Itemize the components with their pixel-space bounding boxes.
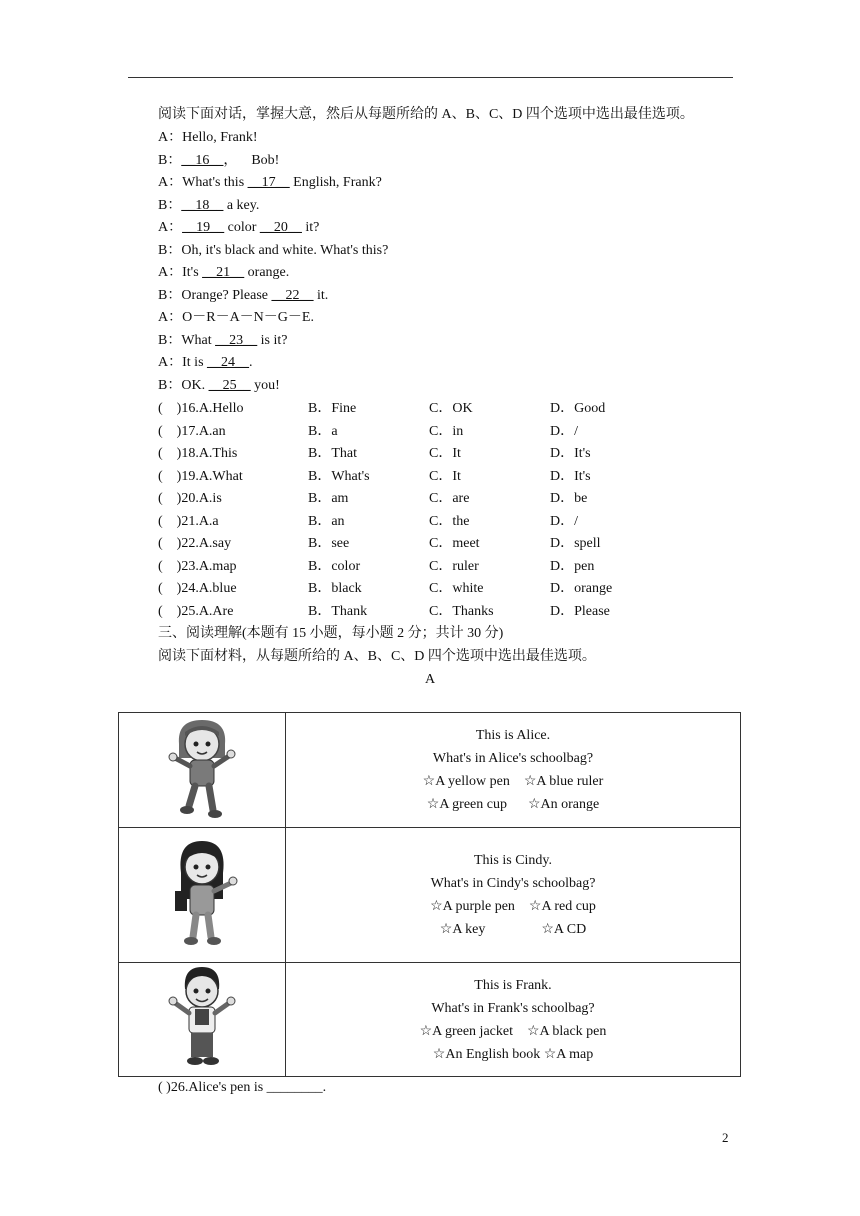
table-row-frank: [119, 963, 741, 1077]
table-line: ☆A yellow pen ☆A blue ruler: [422, 774, 604, 789]
speaker-label: B：: [158, 332, 182, 348]
option-b: B．That: [308, 446, 357, 461]
option-b: B．an: [308, 513, 345, 529]
speaker-label: B：: [158, 197, 182, 213]
table-row-alice: [119, 713, 741, 828]
option-d: D．It's: [550, 446, 591, 461]
option-a: ( )25.A.Are: [158, 603, 234, 619]
blank: __25__: [208, 377, 251, 393]
table-line: ☆A key ☆A CD: [439, 922, 587, 937]
blank: __17__: [247, 175, 290, 190]
question-26: ( )26.Alice's pen is ________.: [158, 1080, 327, 1095]
option-c: C．Thanks: [429, 603, 494, 619]
option-d: D．orange: [550, 581, 613, 596]
table-line: ☆A purple pen ☆A red cup: [430, 899, 596, 914]
speaker-label: A：: [158, 265, 183, 280]
cindy-illustration-cell: [119, 828, 286, 963]
option-a: ( )18.A.This: [158, 446, 238, 461]
table-row-cindy: [119, 828, 741, 963]
table-line: What's in Alice's schoolbag?: [432, 751, 594, 766]
option-c: C．white: [429, 581, 484, 596]
speaker-label: A：: [158, 220, 183, 235]
option-a: ( )20.A.is: [158, 491, 222, 506]
dialogue-line: [158, 195, 259, 217]
table-line: This is Alice.: [475, 728, 551, 743]
schoolbag-table: [118, 712, 741, 1077]
boy-illustration: [157, 963, 247, 1071]
table-line: ☆A green cup ☆An orange: [426, 797, 600, 812]
table-line: ☆A green jacket ☆A black pen: [419, 1023, 607, 1039]
option-d: D．Please: [550, 603, 610, 619]
option-b: B．see: [308, 536, 350, 551]
option-a: ( )21.A.a: [158, 513, 219, 529]
option-a: ( )24.A.blue: [158, 581, 237, 596]
option-a: ( )17.A.an: [158, 423, 226, 439]
option-c: C．ruler: [429, 558, 479, 574]
dialogue-line: [158, 307, 314, 329]
table-line: What's in Frank's schoolbag?: [431, 1000, 595, 1016]
table-line: What's in Cindy's schoolbag?: [430, 876, 596, 891]
option-c: C．OK: [429, 401, 473, 416]
dialogue-text: OK.: [181, 377, 209, 393]
dialogue-text: it?: [301, 220, 320, 235]
dialogue-text: a key.: [223, 197, 260, 213]
dialogue-instruction: 阅读下面对话，掌握大意，然后从每题所给的 A、B、C、D 四个选项中选出最佳选项。: [158, 107, 694, 122]
dialogue-text: It is: [182, 355, 208, 370]
speaker-label: B：: [158, 287, 182, 303]
header-rule: [128, 77, 733, 78]
dialogue-text: What's this: [182, 175, 248, 190]
option-b: B．color: [308, 558, 361, 574]
girl-illustration: [157, 714, 247, 822]
option-c: C．It: [429, 468, 461, 484]
blank: __21__: [202, 265, 245, 280]
option-b: B．Thank: [308, 603, 368, 619]
option-d: D．pen: [550, 558, 595, 574]
dialogue-line: [158, 285, 328, 307]
table-line: This is Frank.: [474, 977, 552, 993]
blank: __22__: [271, 287, 314, 303]
option-d: D．/: [550, 423, 578, 439]
dialogue-line: [158, 172, 382, 194]
blank: __18__: [181, 197, 224, 213]
dialogue-text: Oh, it's black and white. What's this?: [181, 242, 389, 258]
dialogue-text: It's: [182, 265, 203, 280]
option-a: ( )19.A.What: [158, 468, 243, 484]
table-line: This is Cindy.: [473, 853, 553, 868]
dialogue-text: Hello, Frank!: [182, 130, 258, 145]
option-d: D．spell: [550, 536, 601, 551]
dialogue-text: .: [249, 355, 253, 370]
blank: __24__: [207, 355, 250, 370]
dialogue-line: [158, 217, 319, 239]
dialogue-text: is it?: [257, 332, 288, 348]
option-c: C．meet: [429, 536, 480, 551]
speaker-label: A：: [158, 175, 183, 190]
option-d: D．It's: [550, 468, 591, 484]
option-b: B．What's: [308, 468, 370, 484]
option-d: D．be: [550, 491, 588, 506]
option-c: C．are: [429, 491, 470, 506]
option-d: D．Good: [550, 401, 606, 416]
passage-label: A: [424, 672, 436, 687]
dialogue-text: color: [224, 220, 260, 235]
option-a: ( )16.A.Hello: [158, 401, 244, 416]
blank: __20__: [259, 220, 302, 235]
option-c: C．in: [429, 423, 464, 439]
dialogue-text: orange.: [244, 265, 290, 280]
speaker-label: B：: [158, 242, 182, 258]
dialogue-line: [158, 262, 289, 284]
cindy-description: [286, 828, 741, 963]
option-a: ( )22.A.say: [158, 536, 232, 551]
dialogue-text: ， Bob!: [223, 152, 280, 168]
dialogue-line: [158, 330, 288, 352]
dialogue-line: [158, 150, 279, 172]
option-a: ( )23.A.map: [158, 558, 237, 574]
option-b: B．black: [308, 581, 362, 596]
speaker-label: B：: [158, 152, 182, 168]
girl-with-book-illustration: [157, 833, 247, 953]
alice-description: [286, 713, 741, 828]
option-b: B．am: [308, 491, 349, 506]
option-d: D．/: [550, 513, 578, 529]
dialogue-text: What: [181, 332, 216, 348]
speaker-label: B：: [158, 377, 182, 393]
dialogue-line: [158, 352, 253, 374]
dialogue-line: [158, 375, 280, 397]
frank-description: [286, 963, 741, 1077]
blank: __23__: [215, 332, 258, 348]
frank-illustration-cell: [119, 963, 286, 1077]
dialogue-line: [158, 240, 388, 262]
alice-illustration-cell: [119, 713, 286, 828]
table-line: ☆An English book ☆A map: [432, 1046, 594, 1062]
dialogue-text: you!: [250, 377, 280, 393]
dialogue-text: English, Frank?: [289, 175, 382, 190]
section3-instruction: 阅读下面材料，从每题所给的 A、B、C、D 四个选项中选出最佳选项。: [158, 649, 596, 664]
option-b: B．a: [308, 423, 338, 439]
dialogue-text: O－R－A－N－G－E.: [182, 310, 314, 325]
option-b: B．Fine: [308, 401, 357, 416]
speaker-label: A：: [158, 355, 183, 370]
option-c: C．the: [429, 513, 470, 529]
blank: __16__: [181, 152, 224, 168]
option-c: C．It: [429, 446, 461, 461]
section3-title: 三、阅读理解(本题有 15 小题，每小题 2 分；共计 30 分): [158, 626, 504, 641]
speaker-label: A：: [158, 310, 183, 325]
speaker-label: A：: [158, 130, 183, 145]
dialogue-text: Orange? Please: [181, 287, 272, 303]
page-number: 2: [722, 1130, 729, 1145]
dialogue-text: it.: [313, 287, 329, 303]
dialogue-line: [158, 127, 258, 149]
blank: __19__: [182, 220, 225, 235]
